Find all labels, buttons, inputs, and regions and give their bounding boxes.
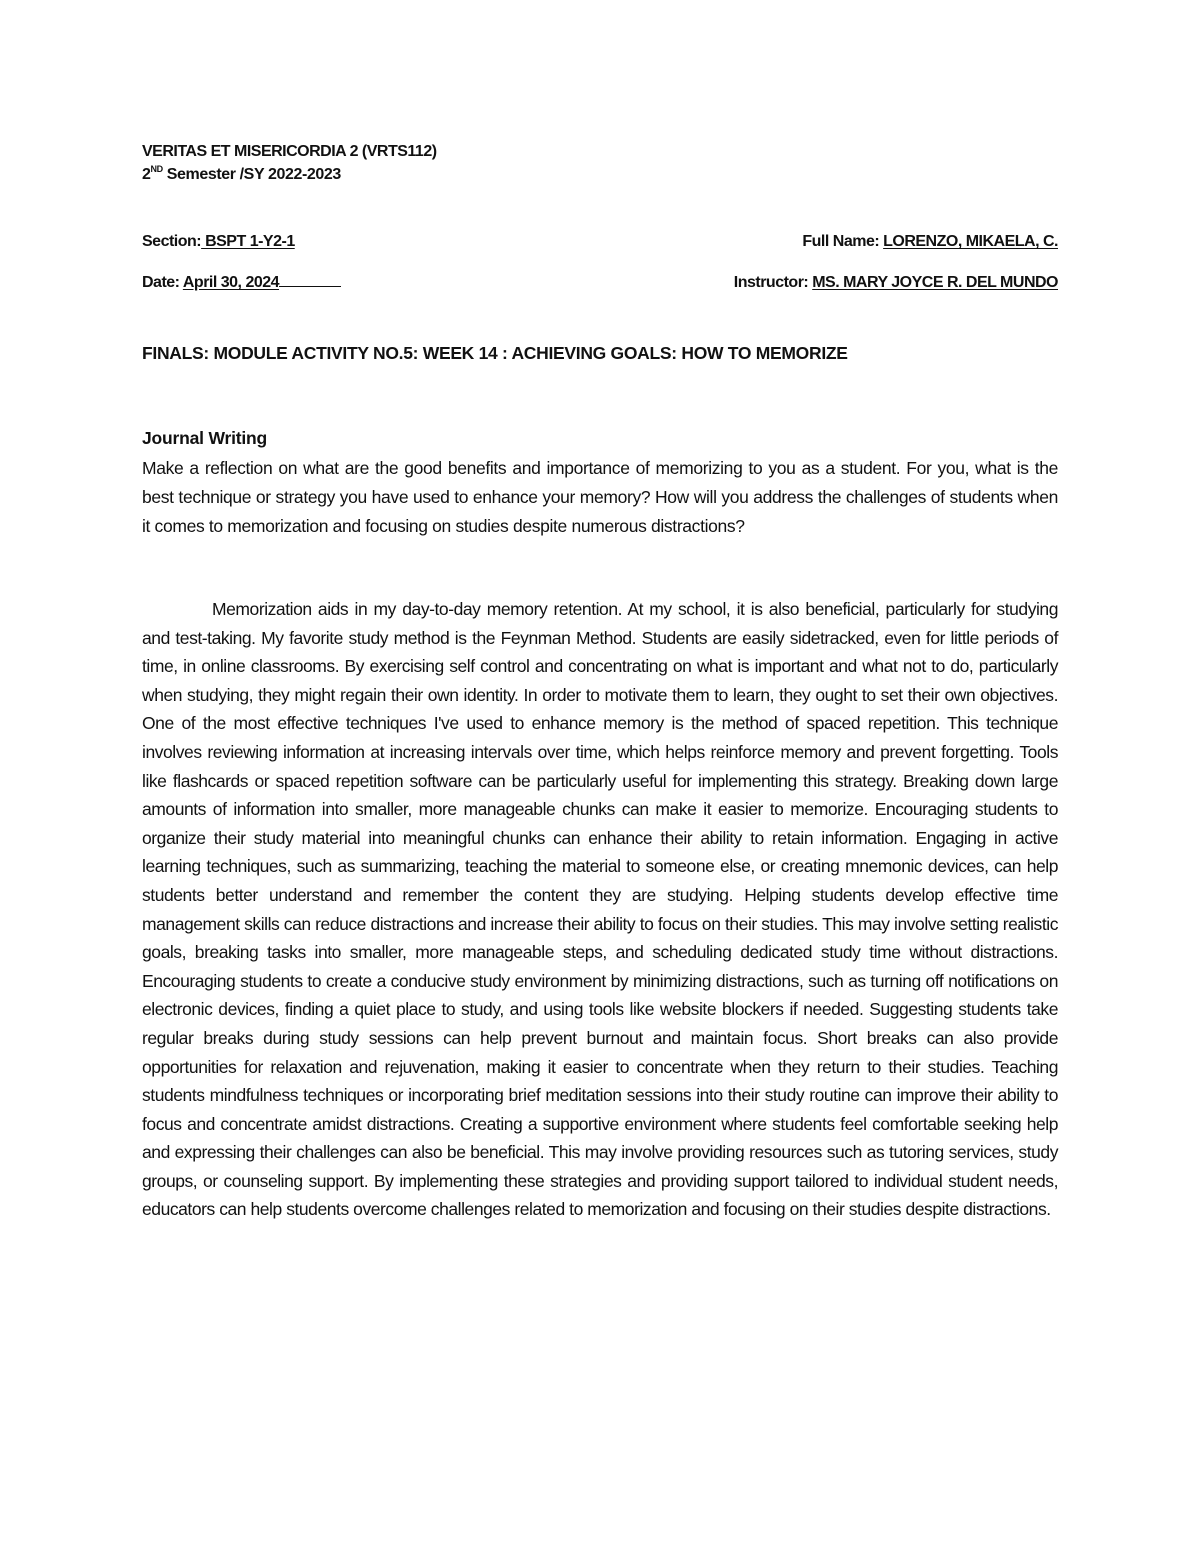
instructor-label: Instructor: [733, 274, 813, 291]
semester-ordinal: 2 [142, 166, 151, 183]
full-name-label: Full Name: [802, 233, 884, 250]
instructor-field [734, 274, 1058, 292]
instructor-value: MS. MARY JOYCE R. DEL MUNDO [812, 274, 1058, 291]
semester-text: Semester /SY 2022-2023 [162, 166, 341, 183]
semester-line [142, 166, 341, 184]
full-name-value: LORENZO, MIKAELA, C. [883, 233, 1058, 250]
journal-answer: Memorization aids in my day-to-day memory retention. At my school, it is also beneficial, particularly for studying and test-taking. My favorite study method is the Feynman Method. Students are easily sidetracked, even for little periods of time, in online classrooms. By exercising self control and concentrating on what is important and what not to do, particularly when studying, they might regain their own identity. In order to motivate them to learn, they ought to set their own objectives. One of the most effective techniques I've used to enhance memory is the method of spaced repetition. This technique involves reviewing information at increasing intervals over time, which helps reinforce memory and prevent forgetting. Tools like flashcards or spaced repetition software can be particularly useful for implementing this strategy. Breaking down large amounts of information into smaller, more manageable chunks can make it easier to memorize. Encouraging students to organize their study material into meaningful chunks can enhance their ability to retain information. Engaging in active learning techniques, such as summarizing, teaching the material to someone else, or creating mnemonic devices, can help students better understand and remember the content they are studying. Helping students develop effective time management skills can reduce distractions and increase their ability to focus on their studies. This may involve setting realistic goals, breaking tasks into smaller, more manageable steps, and scheduling dedicated study time without distractions. Encouraging students to create a conducive study environment by minimizing distractions, such as turning off notifications on electronic devices, finding a quiet place to study, and using tools like website blockers if needed. Suggesting students take regular breaks during study sessions can help prevent burnout and maintain focus. Short breaks can also provide opportunities for relaxation and rejuvenation, making it easier to concentrate when they return to their studies. Teaching students mindfulness techniques or incorporating brief meditation sessions into their study routine can improve their ability to focus and concentrate amidst distractions. Creating a supportive environment where students feel comfortable seeking help and expressing their challenges can also be beneficial. This may involve providing resources such as tutoring services, study groups, or counseling support. By implementing these strategies and providing support tailored to individual student needs, educators can help students overcome challenges related to memorization and focusing on their studies despite distractions. [142, 599, 1058, 1220]
journal-heading: Journal Writing [142, 428, 268, 448]
semester-suffix: ND [150, 164, 163, 174]
date-underline-blank [279, 274, 341, 287]
activity-title: FINALS: MODULE ACTIVITY NO.5: WEEK 14 : ACHIEVING GOALS: HOW TO MEMORIZE [142, 343, 848, 363]
section-field [142, 233, 295, 251]
date-value: April 30, 2024 [182, 274, 280, 291]
section-value: BSPT 1-Y2-1 [201, 233, 295, 250]
full-name-field [802, 233, 1058, 251]
date-field [142, 274, 341, 292]
journal-prompt: Make a reflection on what are the good benefits and importance of memorizing to you as a student. For you, what is the best technique or strategy you have used to enhance your memory? How will you address the challenges of students when it comes to memorization and focusing on studies despite numerous distractions? [142, 458, 1058, 536]
course-title: VERITAS ET MISERICORDIA 2 (VRTS112) [142, 143, 437, 160]
section-label: Section: [142, 233, 202, 250]
date-label: Date: [142, 274, 183, 291]
